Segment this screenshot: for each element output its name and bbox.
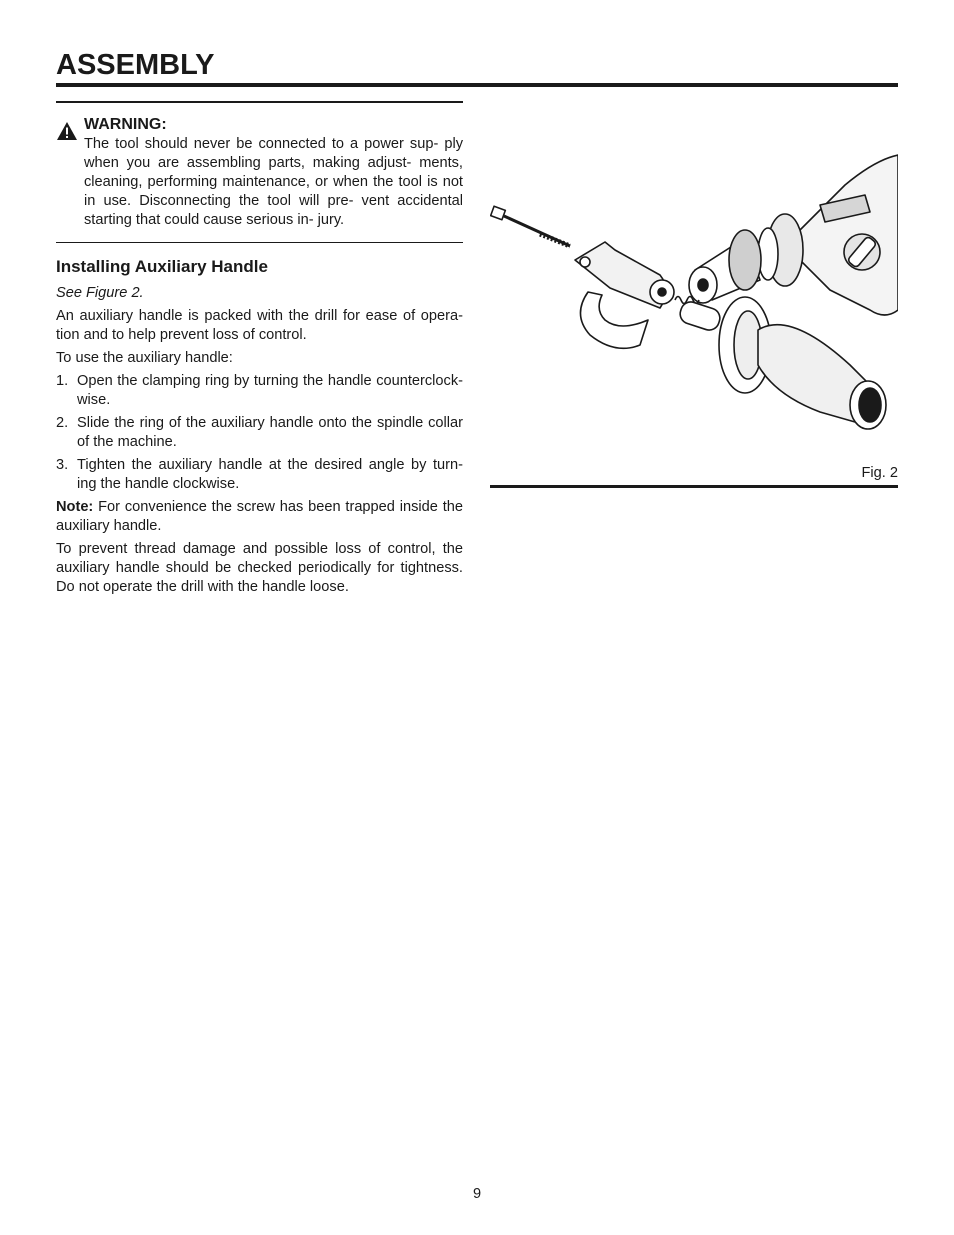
figure-divider bbox=[490, 485, 898, 488]
page-title: ASSEMBLY bbox=[56, 49, 215, 81]
step-number: 2. bbox=[56, 415, 69, 431]
step-number: 3. bbox=[56, 457, 69, 473]
step-text: Slide the ring of the auxiliary handle onto the spindle collar of the machine. bbox=[77, 415, 463, 450]
steps-list bbox=[56, 372, 463, 494]
page-number: 9 bbox=[472, 1186, 482, 1202]
list-item bbox=[56, 414, 463, 452]
step-text: Open the clamping ring by turning the handle counterclock- wise. bbox=[77, 373, 463, 408]
warning-body: The tool should never be connected to a power sup- ply when you are assembling parts, making adjust- ments, cleaning, performing maintenance, or when the tool is not in use. Disconnecting the tool will pre- vent accidental starting that could cause serious in- jury. bbox=[84, 136, 463, 228]
note-paragraph bbox=[56, 498, 463, 536]
step-number: 1. bbox=[56, 373, 69, 389]
title-divider bbox=[56, 83, 898, 87]
list-item bbox=[56, 456, 463, 494]
closing-paragraph: To prevent thread damage and possible loss of control, the auxiliary handle should be checked periodically for tightness. Do not operate the drill with the handle loose. bbox=[56, 541, 463, 595]
step-text: Tighten the auxiliary handle at the desired angle by turn- ing the handle clockwise. bbox=[77, 457, 463, 492]
use-paragraph: To use the auxiliary handle: bbox=[56, 350, 233, 366]
section-heading: Installing Auxiliary Handle bbox=[56, 257, 268, 276]
left-column bbox=[56, 101, 463, 601]
warning-bottom-rule bbox=[56, 242, 463, 243]
warning-heading: WARNING: bbox=[84, 116, 167, 133]
drill-assembly-illustration bbox=[490, 150, 898, 455]
note-label: Note: bbox=[56, 499, 94, 515]
figure-reference: See Figure 2. bbox=[56, 285, 144, 301]
intro-paragraph: An auxiliary handle is packed with the drill for ease of opera- tion and to help prevent loss of control. bbox=[56, 308, 463, 343]
figure-caption: Fig. 2 bbox=[861, 465, 898, 481]
note-text: For convenience the screw has been trapped inside the auxiliary handle. bbox=[56, 499, 463, 534]
list-item bbox=[56, 372, 463, 410]
warning-box bbox=[56, 103, 463, 240]
warning-triangle-icon bbox=[56, 121, 78, 141]
